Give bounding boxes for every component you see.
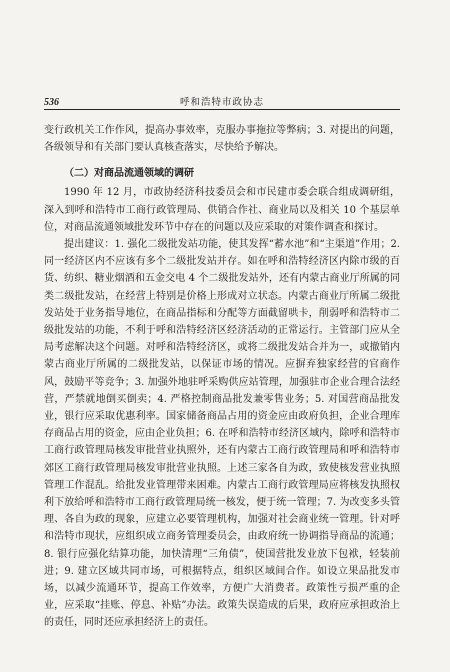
paragraph-suggestions: 提出建议：1. 强化二级批发站功能，使其发挥“蓄水池”和“主渠道”作用；2. 同一经济区内不应该有多个二级批发站并存。如在呼和浩特经济区内除市级的百货、纺织、糖业烟酒和五金交电 4 个二级批发站外，还有内蒙古商业厅所属的同类二级批发站，在经营上特别是价格上形成对立状态。内蒙古商业厅所属二级批发站处于业务指导地位，在商品指标和分配等方面截留哄卡，削弱呼和浩特市二级批发站的功能，不利于呼和浩特经济区经济活动的正常运行。主管部门应从全局考虑解决这个问题。对呼和浩特经济区，或将二级批发站合并为一，或撤销内蒙古商业厅所属的二级批发站，以保证市场的情况。应摒弃独家经营的官商作风，鼓励平等竞争；3. 加强外地驻呼采购供应站管理，加强驻市企业合理合法经营，严禁就地倒买倒卖；4. 严格控制商品批发兼零售业务；5. 对国营商品批发业，银行应采取优惠利率。国家储备商品占用的资金应由政府负担，企业合理库存商品占用的资金，应由企业负担；6. 在呼和浩特市经济区域内，除呼和浩特市工商行政管理局核发审批营业执照外，还有内蒙古工商行政管理局和呼和浩特市郊区工商行政管理局核发审批营业执照。上述三家各自为政，致使核发营业执照管理工作混乱。给批发业管理带来困难。内蒙古工商行政管理局应将核发执照权利下放给呼和浩特市工商行政管理局统一核发，便于统一管理；7. 为改变多头管理、各自为政的现象，应建立必要管理机构，加强对社会商业统一管理。针对呼和浩特市现状，应组织成立商务管理委员会，由政府统一协调指导商品的流通；8. 银行应强化结算功能，加快清理“三角债”，使国营批发业放下包袱，轻装前进；9. 建立区域共同市场，可根据特点，组织区域间合作。如设立果品批发市场，以减少流通环节，提高工作效率，方便广大消费者。政策性亏损严重的企业，应采取“挂账、停息、补贴”办法。政策失误造成的后果，政府应承担政治上的责任，同时还应承担经济上的责任。 — [44, 239, 400, 629]
running-title: 呼和浩特市政协志 — [179, 97, 264, 108]
page-header — [44, 95, 400, 110]
page-body — [44, 122, 400, 632]
paragraph-intro: 1990 年 12 月，市政协经济科技委员会和市民建市委会联合组成调研组，深入到呼和浩特市工商行政管理局、供销合作社、商业局以及相关 10 个基层单位，对商品流通领域批发环节中存在的问题以及应采取的对策作调查和探讨。 — [44, 187, 400, 233]
page-number: 536 — [44, 97, 59, 108]
section-heading: （二）对商品流通领域的调研 — [64, 168, 194, 180]
paragraph-continuation: 变行政机关工作作风，提高办事效率，克服办事拖拉等弊病；3. 对提出的问题，各级领导和有关部门要认真核查落实，尽快给予解决。 — [44, 125, 400, 154]
